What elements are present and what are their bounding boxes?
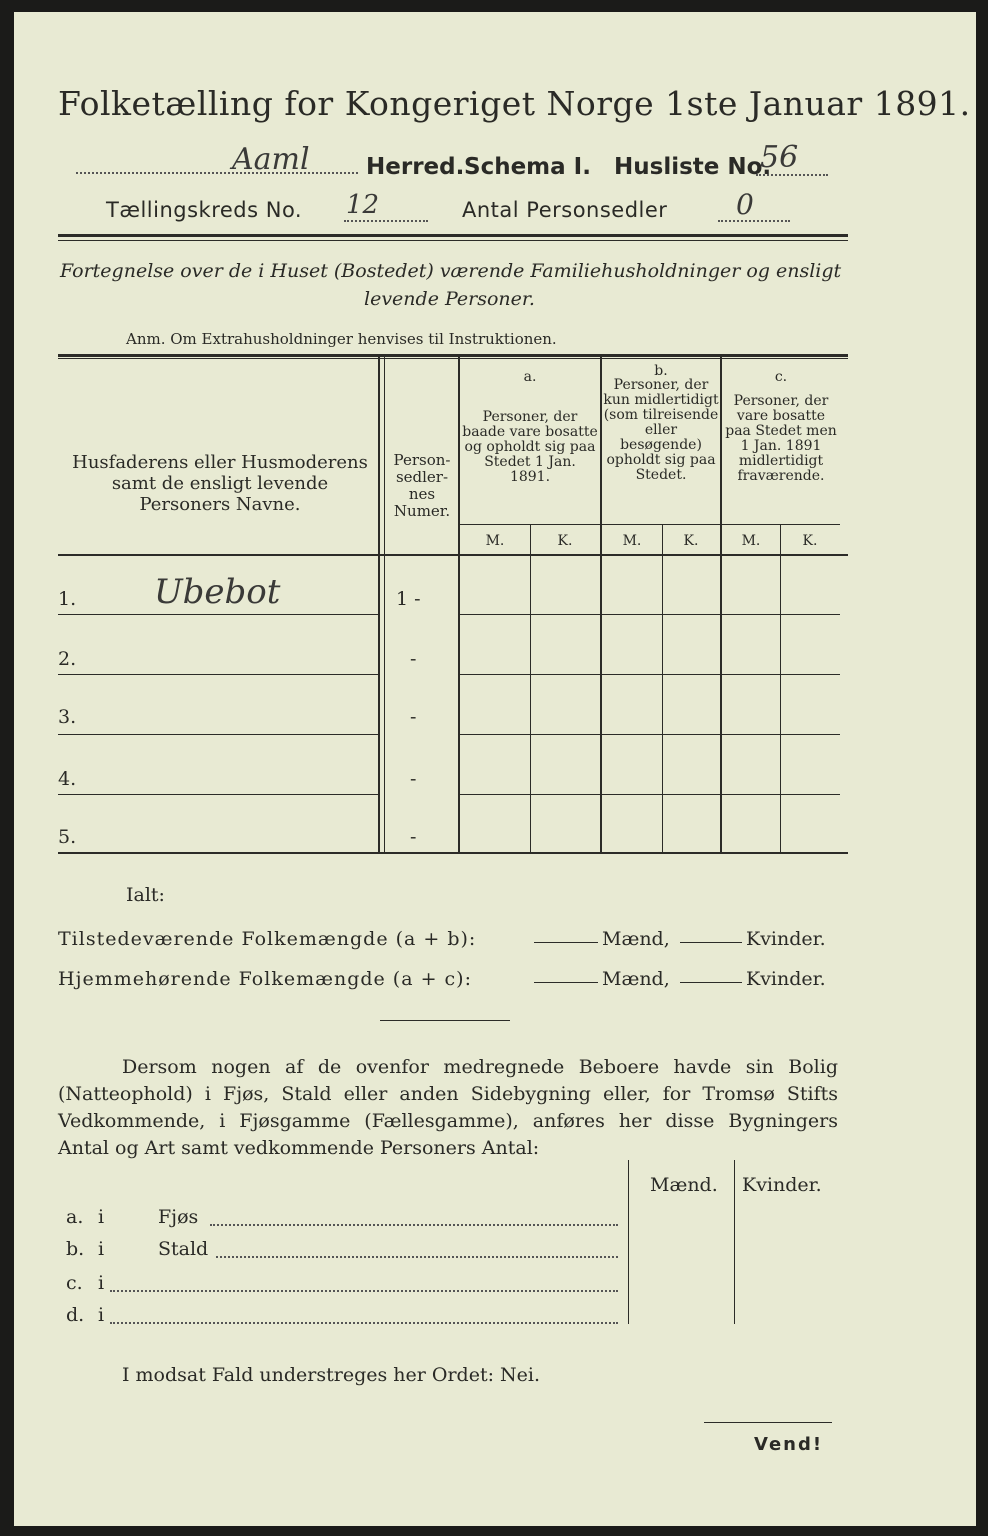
building-letter: a. [66,1206,84,1228]
herred-dotline [76,172,358,174]
vend-rule [704,1422,832,1423]
row-sep-3-name [58,734,378,735]
buildings-col-kvinder: Kvinder. [742,1174,822,1196]
col-line-name [378,357,380,853]
ialt-label: Ialt: [126,884,165,906]
col-line-a-mk [530,524,531,852]
schema-label: Schema I. [464,154,591,180]
building-i: i [98,1206,105,1228]
col-b-k: K. [683,533,699,549]
row-number: 3. [58,706,77,728]
row-sep-1-name [58,614,378,615]
intro-line1: Fortegnelse over de i Huset (Bostedet) værende Familiehusholdninger og ensligt [60,260,842,282]
section-divider [380,1020,510,1021]
col-line-b-mk [662,524,663,852]
row-sheet-number: 1 - [396,588,421,610]
nei-line: I modsat Fald understreges her Ordet: Nei. [122,1364,541,1386]
building-label: Stald [158,1238,209,1260]
col-c-m: M. [741,533,761,549]
row-sep-1-data [460,614,840,615]
row-sheet-number: - [410,768,417,790]
table-bottom-rule [58,852,848,854]
col-header-num: Person-sedler-nes Numer. [393,451,451,520]
col-header-a: Personer, der baade vare bosatte og opholdt sig paa Stedet 1 Jan. 1891. [462,409,598,485]
buildings-col-maend: Mænd. [650,1174,718,1196]
building-letter: c. [66,1272,83,1294]
header-rule-bottom [58,240,848,241]
col-line-num [458,357,460,853]
row-name: Ubebot [154,572,281,612]
vend-label: Vend! [754,1434,824,1455]
col-line-c-mk [780,524,781,852]
col-a-k: K. [557,533,573,549]
row-sep-4-data [460,794,840,795]
header-rule-top [58,234,848,237]
col-b-m: M. [622,533,642,549]
table-top-rule-thin [58,358,848,359]
hjemme-maend-blank [534,982,598,983]
col-c-letter: c. [774,369,788,385]
hjemme-kvinder: Kvinder. [746,968,826,990]
personsedler-label: Antal Personsedler [462,198,668,222]
hjemme-kvinder-blank [680,982,742,983]
buildings-col-line-2 [734,1160,735,1324]
personsedler-value: 0 [736,188,754,221]
hjemme-label: Hjemmehørende Folkemængde (a + c): [58,968,472,990]
row-number: 2. [58,648,77,670]
kreds-label: Tællingskreds No. [106,198,303,222]
row-sheet-number: - [410,706,417,728]
row-number: 5. [58,826,77,848]
husliste-value: 56 [760,140,799,175]
buildings-paragraph: Dersom nogen af de ovenfor medregnede Beboere havde sin Bolig (Natteophold) i Fjøs, Stald eller anden Sidebygning eller, for Tromsø Stifts Vedkommende, i Fjøsgamme (Fællesgamme), anføres her disse Bygningers Antal og Art samt vedkommende Personers Antal: [58,1056,838,1159]
kreds-dotline [344,220,428,222]
husliste-label: Husliste No. [614,154,772,180]
table-header-rule [58,554,848,556]
building-dotline [110,1290,618,1292]
building-i: i [98,1304,105,1326]
building-letter: d. [66,1304,85,1326]
building-dotline [110,1322,618,1324]
building-dotline [216,1256,618,1258]
herred-label: Herred. [366,154,465,180]
intro-note: Anm. Om Extrahusholdninger henvises til Instruktionen. [126,330,557,348]
building-i: i [98,1272,105,1294]
row-sheet-number: - [410,648,417,670]
tilstede-kvinder: Kvinder. [746,928,826,950]
col-header-c: Personer, der vare bosatte paa Stedet men 1 Jan. 1891 midlertidigt fraværende. [725,393,837,484]
intro-line2: levende Personer. [364,288,535,310]
col-a-letter: a. [523,369,537,385]
form-title: Folketælling for Kongeriget Norge 1ste Januar 1891. [58,84,971,123]
tilstede-label: Tilstedeværende Folkemængde (a + b): [58,928,477,950]
building-i: i [98,1238,105,1260]
husliste-dotline [756,174,828,176]
building-dotline [210,1224,618,1226]
col-header-b: Personer, der kun midlertidigt (som tilreisende eller besøgende) opholdt sig paa Stedet. [603,377,719,483]
building-letter: b. [66,1238,85,1260]
col-b-letter: b. [654,363,668,379]
col-line-name-thin [384,357,385,853]
col-a-m: M. [485,533,505,549]
buildings-col-line-1 [628,1160,629,1324]
table-top-rule [58,354,848,357]
tilstede-kvinder-blank [680,942,742,943]
mk-subheader-rule [460,524,840,525]
tilstede-maend: Mænd, [602,928,670,950]
row-number: 1. [58,588,77,610]
row-sep-2-data [460,674,840,675]
kreds-value: 12 [346,190,380,220]
row-number: 4. [58,768,77,790]
row-sheet-number: - [410,826,417,848]
census-form [14,12,976,1526]
row-sep-2-name [58,674,378,675]
row-sep-3-data [460,734,840,735]
building-label: Fjøs [158,1206,199,1228]
row-sep-4-name [58,794,378,795]
personsedler-dotline [718,220,790,222]
herred-value: Aaml [232,142,310,177]
col-c-k: K. [802,533,818,549]
hjemme-maend: Mænd, [602,968,670,990]
col-header-name: Husfaderens eller Husmoderens samt de ensligt levende Personers Navne. [72,452,368,515]
tilstede-maend-blank [534,942,598,943]
